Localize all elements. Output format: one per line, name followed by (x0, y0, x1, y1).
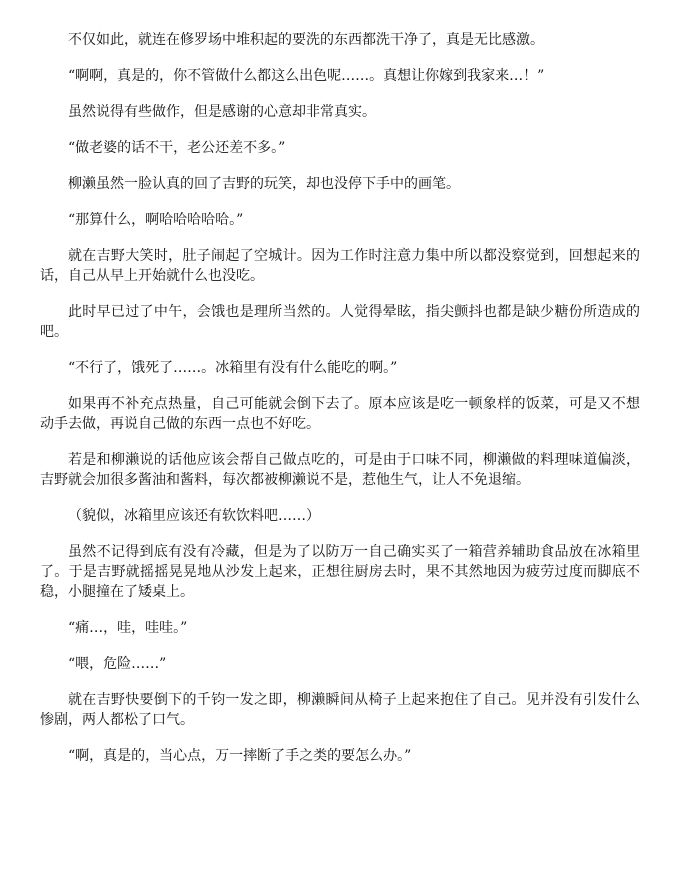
paragraph: 就在吉野大笑时，肚子闹起了空城计。因为工作时注意力集中所以都没察觉到，回想起来的话，自己从早上开始就什么也没吃。 (40, 248, 640, 284)
paragraph: “喂，危险……” (68, 656, 167, 672)
paragraph: “不行了，饿死了……。冰箱里有没有什么能吃的啊。” (68, 360, 398, 376)
paragraph: “啊，真是的，当心点，万一摔断了手之类的要怎么办。” (68, 748, 412, 764)
paragraph: 不仅如此，就连在修罗场中堆积起的要洗的东西都洗干净了，真是无比感激。 (68, 32, 544, 48)
paragraph: 柳濑虽然一脸认真的回了吉野的玩笑，却也没停下手中的画笔。 (68, 176, 460, 192)
paragraph: “啊啊，真是的，你不管做什么都这么出色呢……。真想让你嫁到我家来…！” (68, 68, 545, 84)
paragraph: （貌似，冰箱里应该还有软饮料吧……） (68, 508, 320, 524)
paragraph: 虽然不记得到底有没有冷藏，但是为了以防万一自己确实买了一箱营养辅助食品放在冰箱里了。于是吉野就摇摇晃晃地从沙发上起来，正想往厨房去时，果不其然地因为疲劳过度而脚底不稳，小腿撞在了矮桌上。 (40, 544, 640, 600)
paragraph: “痛…，哇，哇哇。” (68, 620, 188, 636)
paragraph: 虽然说得有些做作，但是感谢的心意却非常真实。 (68, 104, 376, 120)
paragraph: 此时早已过了中午，会饿也是理所当然的。人觉得晕眩，指尖颤抖也都是缺少糖份所造成的吧。 (40, 304, 640, 340)
paragraph: 就在吉野快要倒下的千钧一发之即，柳濑瞬间从椅子上起来抱住了自己。见并没有引发什么惨剧，两人都松了口气。 (40, 692, 640, 728)
paragraph: 如果再不补充点热量，自己可能就会倒下去了。原本应该是吃一顿象样的饭菜，可是又不想动手去做，再说自己做的东西一点也不好吃。 (40, 396, 640, 432)
paragraph: “那算什么，啊哈哈哈哈哈。” (68, 212, 244, 228)
paragraph: “做老婆的话不干，老公还差不多。” (68, 140, 286, 156)
paragraph: 若是和柳濑说的话他应该会帮自己做点吃的，可是由于口味不同，柳濑做的料理味道偏淡，吉野就会加很多酱油和酱料，每次都被柳濑说不是，惹他生气，让人不免退缩。 (40, 452, 640, 488)
